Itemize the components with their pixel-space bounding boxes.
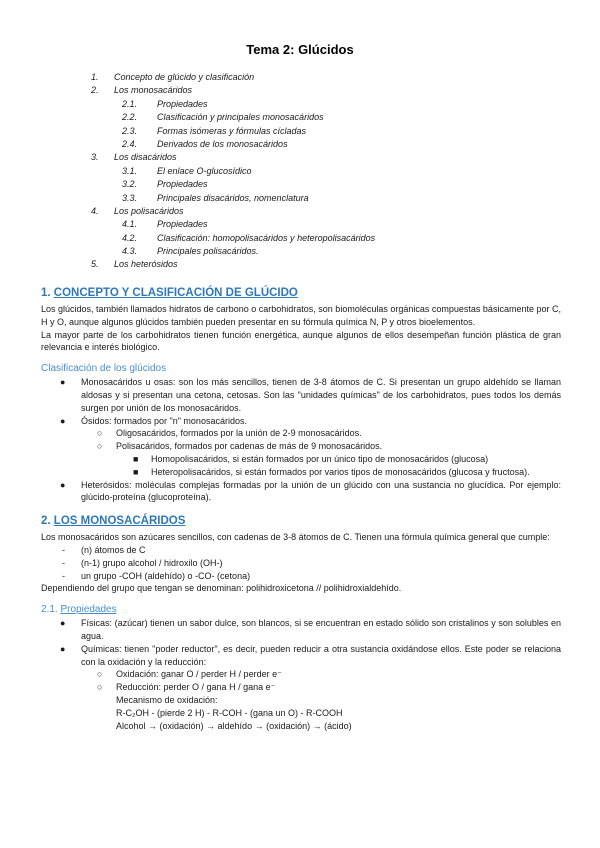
bullet-disc-icon: ● [60, 479, 66, 490]
section-1-paragraph-2: La mayor parte de los carbohidratos tienen función energética, aunque algunos de ellos desempeñan función plástica de gran relevancia e interés biológico. [41, 329, 561, 353]
list-item [41, 440, 561, 453]
bullet-square-icon: ■ [133, 453, 139, 464]
toc-item-number: 4. [91, 205, 99, 216]
toc-item-label: Formas isómeras y fórmulas cícladas [157, 125, 307, 136]
section-2-number: 2. [41, 515, 51, 528]
section-2-paragraph-1: Los monosacáridos son azúcares sencillos, con cadenas de 3-8 átomos de C. Tienen una fórmula química general que cumple: [41, 532, 550, 543]
formula-item-2: (n-1) grupo alcohol / hidroxilo (OH-) [81, 557, 223, 568]
oligosacaridos-item: Oligosacáridos, formados por la unión de 2-9 monosacáridos. [116, 428, 362, 439]
toc-item-number: 4.2. [122, 232, 138, 243]
list-item [41, 466, 561, 479]
toc-item-number: 3.2. [122, 179, 138, 190]
toc-item-number: 1. [91, 72, 99, 82]
toc-item-number: 2. [91, 85, 99, 96]
toc-item-label: El enlace O-glucosídico [157, 165, 252, 176]
toc-item-label: Principales polisacáridos. [157, 246, 259, 257]
list-item [41, 557, 561, 570]
toc-item-number: 3.1. [122, 165, 138, 176]
document-title: Tema 2: Glúcidos [246, 42, 354, 57]
bullet-disc-icon: ● [60, 415, 66, 426]
mechanism-line-1: R-C₂OH - (pierde 2 H) - R-COH - (gana un O) - R-COOH [116, 707, 343, 718]
toc-item-label: Los polisacáridos [114, 205, 184, 216]
toc-item-label: Los heterósidos [114, 259, 178, 270]
list-item [41, 544, 561, 557]
section-1-heading [41, 286, 561, 301]
section-1-title: CONCEPTO Y CLASIFICACIÓN DE GLÚCIDO [53, 287, 298, 299]
bullet-circle-icon: ○ [97, 682, 103, 693]
monosacaridos-item: Monosacáridos u osas: son los más sencillos, tienen de 3-8 átomos de C. Si presentan un grupo aldehído se llaman aldosas y si presentan una cetona, cetosas. Son las "unidades químicas" de los carbohidratos, pues todos los demás surgen por unión de los monosacáridos. [81, 377, 561, 413]
mechanism-title: Mecanismo de oxidación: [116, 694, 218, 705]
fisicas-item: Físicas: (azúcar) tienen un sabor dulce, son blancos, si se encuentran en estado sólido son cristalinos y son solubles en agua. [81, 618, 561, 641]
subsection-title: Propiedades [60, 604, 117, 616]
mechanism-line-2: Alcohol → (oxidación) → aldehído → (oxidación) → (ácido) [116, 720, 352, 731]
bullet-circle-icon: ○ [97, 428, 103, 439]
toc-item-number: 4.1. [122, 219, 138, 230]
toc-item-number: 2.3. [122, 125, 138, 136]
toc-item-number: 3. [91, 152, 99, 163]
polisacaridos-item: Polisacáridos, formados por cadenas de más de 9 monosacáridos. [116, 441, 383, 452]
section-1-number: 1. [41, 287, 51, 299]
heteropolisacaridos-item: Heteropolisacáridos, si están formados por varios tipos de monosacáridos (glucosa y fructosa). [151, 466, 530, 477]
list-item [41, 643, 561, 669]
document-body [41, 286, 561, 732]
toc-item-label: Clasificación y principales monosacáridos [157, 112, 324, 123]
toc-item-number: 2.2. [122, 112, 138, 123]
oxidacion-item: Oxidación: ganar O / perder H / perder e⁻ [116, 669, 282, 680]
homopolisacaridos-item: Homopolisacáridos, si están formados por un único tipo de monosacáridos (glucosa) [151, 453, 489, 464]
toc-item-label: Derivados de los monosacáridos [157, 138, 288, 149]
toc-item-label: Propiedades [157, 98, 208, 109]
formula-item-1: (n) átomos de C [81, 544, 146, 555]
list-item [41, 668, 561, 681]
bullet-square-icon: ■ [133, 466, 139, 477]
bullet-circle-icon: ○ [97, 441, 103, 452]
section-2-heading [41, 514, 561, 529]
toc-item-number: 2.1. [122, 98, 138, 109]
bullet-dash-icon: - [62, 570, 65, 581]
toc-item-number: 4.3. [122, 246, 138, 257]
list-item [41, 681, 561, 694]
toc-item-number: 3.3. [122, 192, 138, 203]
bullet-dash-icon: - [62, 544, 65, 555]
toc-item-label: Propiedades [157, 219, 208, 230]
toc-item-label: Clasificación: homopolisacáridos y heteropolisacáridos [157, 232, 376, 243]
list-item [41, 453, 561, 466]
list-item [41, 617, 561, 643]
toc-item-label: Concepto de glúcido y clasificación [114, 72, 255, 82]
list-item [41, 376, 561, 414]
toc-item-number: 2.4. [122, 138, 138, 149]
bullet-disc-icon: ● [60, 643, 66, 654]
formula-item-3: un grupo -COH (aldehído) o -CO- (cetona) [81, 570, 251, 581]
classification-subheading: Clasificación de los glúcidos [41, 363, 167, 375]
toc-item-label: Propiedades [157, 179, 208, 190]
section-2-paragraph-2: Dependiendo del grupo que tengan se denominan: polihidroxicetona // polihidroxialdehído. [41, 583, 402, 594]
bullet-dash-icon: - [62, 557, 65, 568]
bullet-circle-icon: ○ [97, 669, 103, 680]
bullet-disc-icon: ● [60, 377, 66, 388]
list-item [41, 479, 561, 505]
osidos-item: Ósidos: formados por "n" monosacáridos. [81, 415, 247, 426]
section-2-title: LOS MONOSACÁRIDOS [53, 515, 186, 528]
section-1-paragraph-1: Los glúcidos, también llamados hidratos de carbono o carbohidratos, son biomoléculas orgánicas compuestas básicamente por C, H y O, aunque algunos glúcidos también pueden presentar en su fórmula química N, P y otros bioelementos. [41, 304, 561, 327]
toc-item-number: 5. [91, 259, 99, 270]
subsection-number: 2.1. [41, 604, 58, 616]
list-item [41, 415, 561, 428]
list-item [41, 570, 561, 583]
toc-item-label: Los disacáridos [114, 152, 177, 163]
toc-item-label: Los monosacáridos [114, 85, 193, 96]
propiedades-subheading [41, 603, 561, 616]
toc-item-label: Principales disacáridos, nomenclatura [157, 192, 309, 203]
quimicas-item: Químicas: tienen "poder reductor", es decir, pueden reducir a otra sustancia oxidándose ellos. Este poder se relaciona con la oxidación y la reducción: [81, 643, 561, 667]
heterosidos-item: Heterósidos: moléculas complejas formadas por la unión de un glúcido con una sustancia no glucídica. Por ejemplo: glúcido-proteína (glucoproteína). [81, 479, 561, 503]
reduccion-item: Reducción: perder O / gana H / gana e⁻ [116, 682, 276, 693]
bullet-disc-icon: ● [60, 618, 66, 629]
list-item [41, 427, 561, 440]
